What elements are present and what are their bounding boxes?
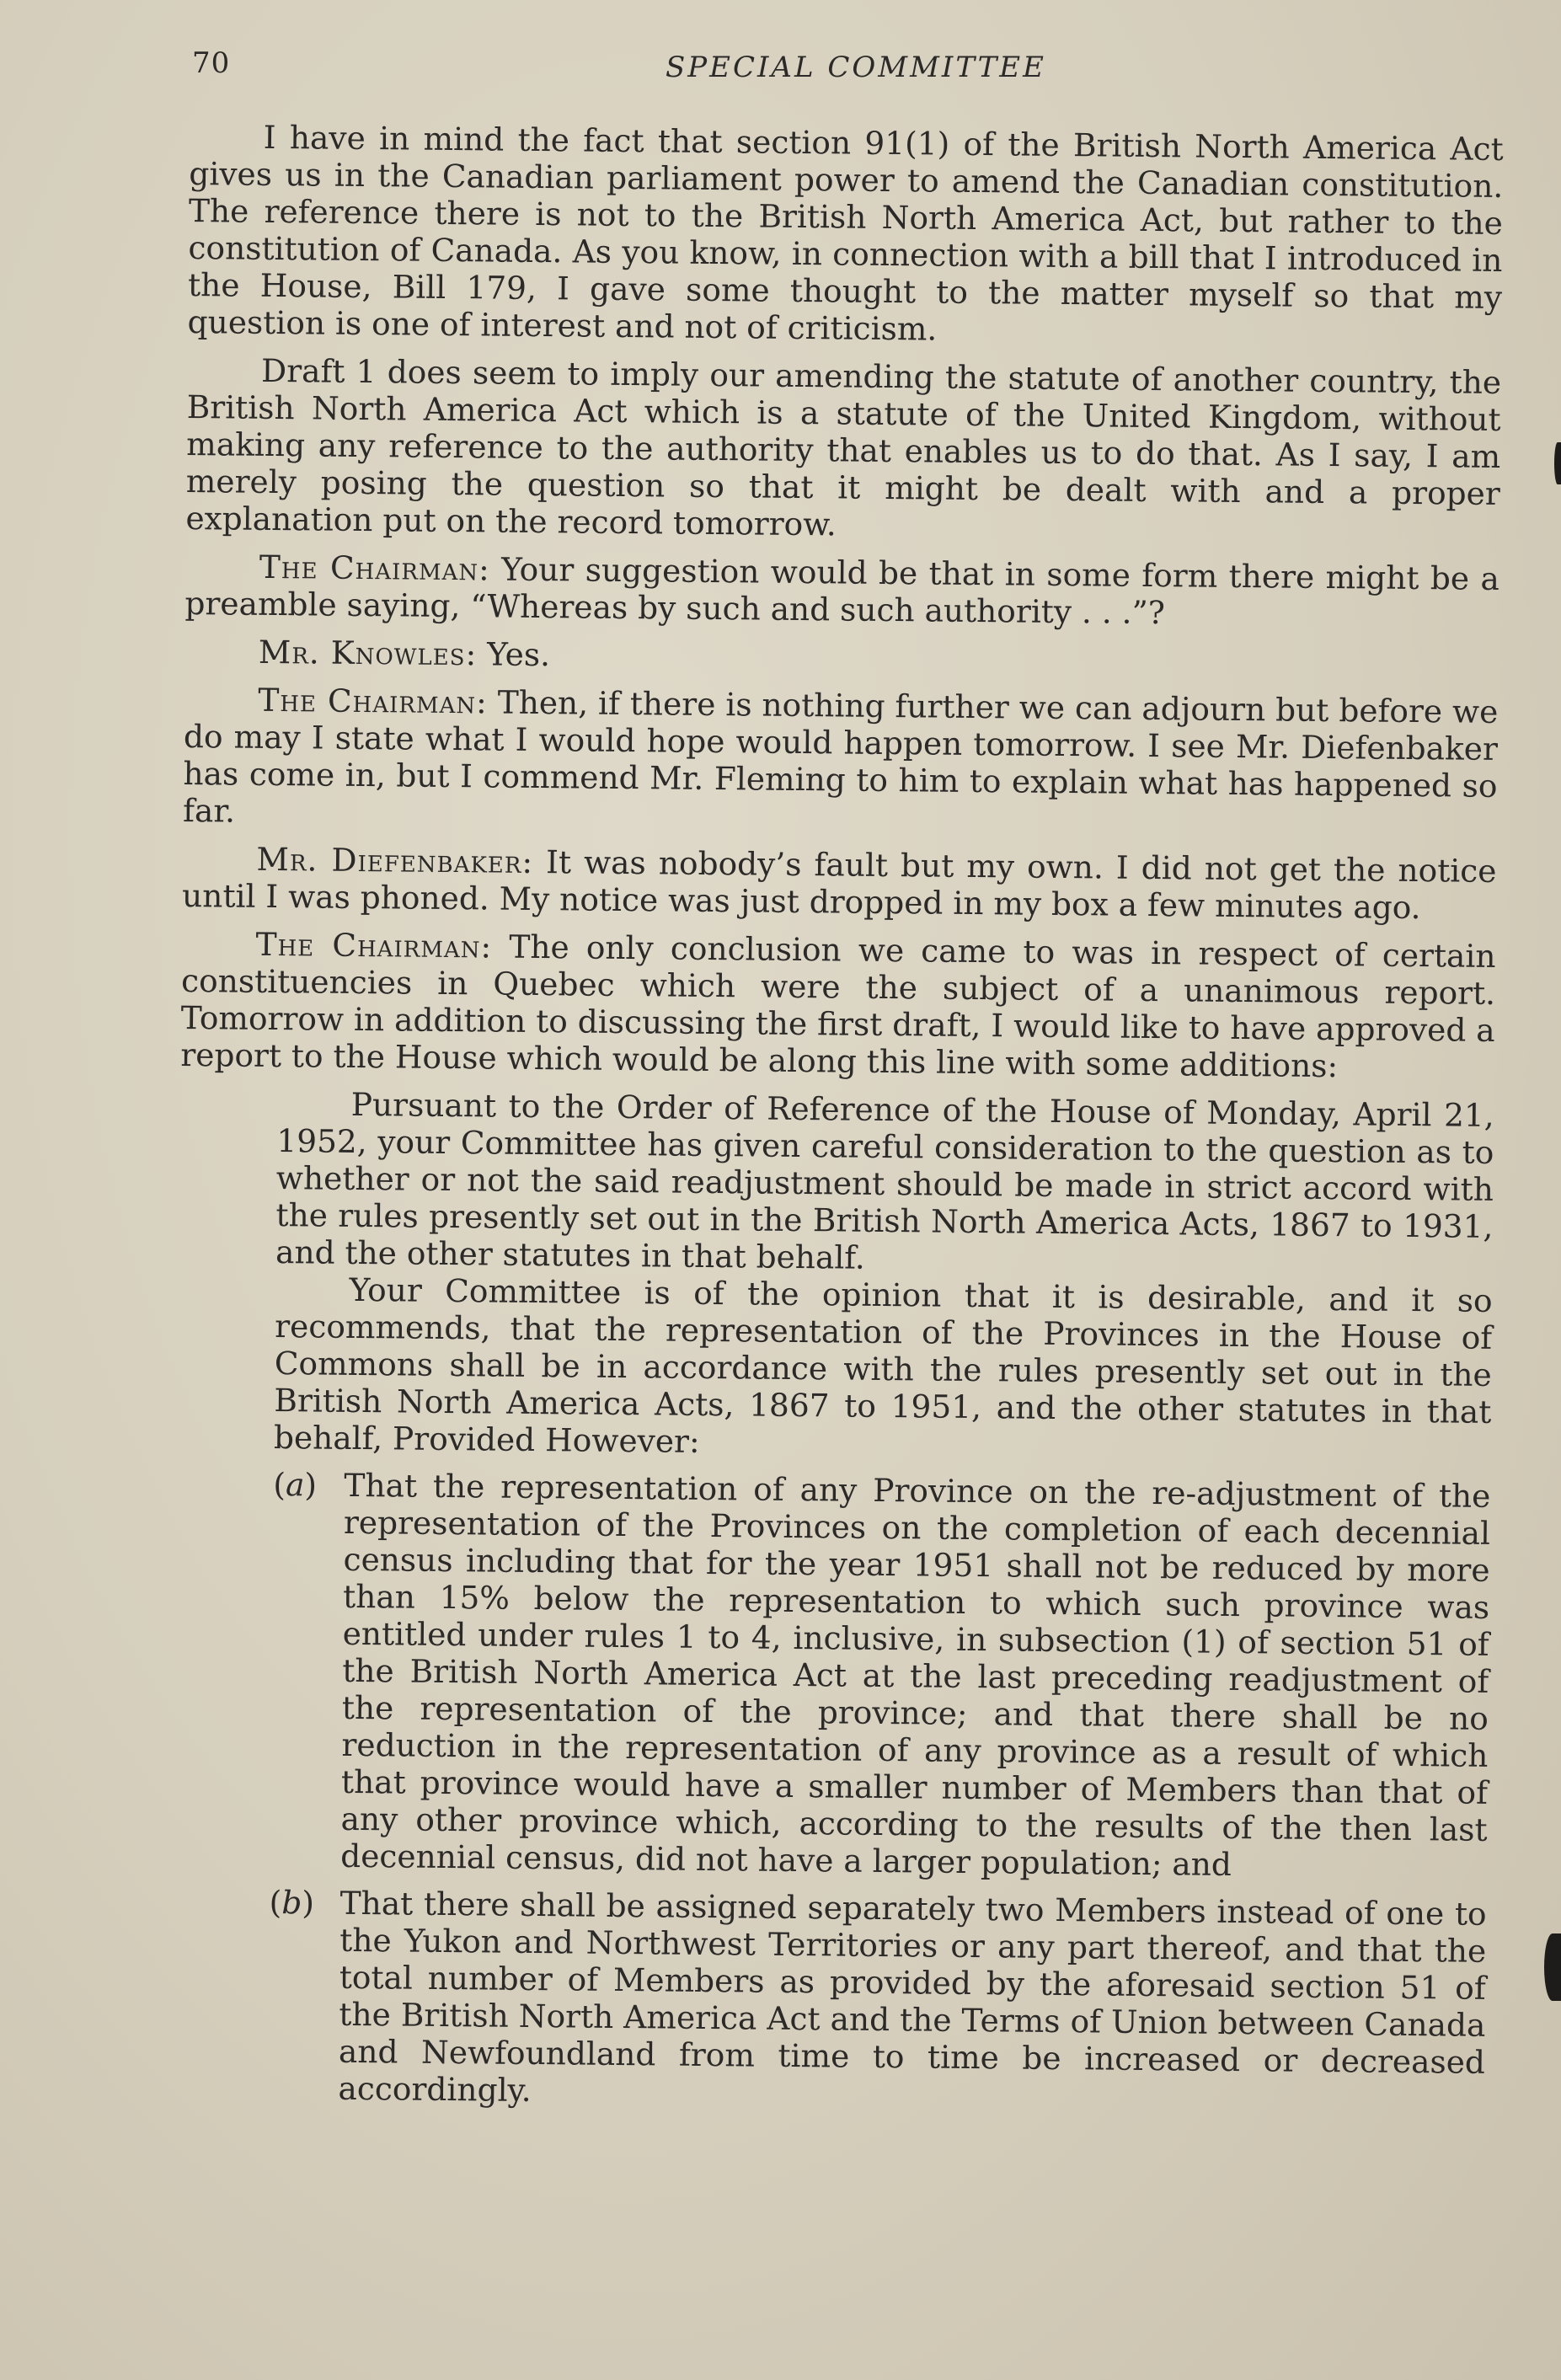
running-head: SPECIAL COMMITTEE	[666, 51, 1046, 84]
paragraph	[185, 351, 1501, 549]
clause-text: That there shall be assigned separately two Members instead of one to the Yukon and Northwest Territories or any part thereof, and that the total number of Members as provided by the aforesaid section 51 of the British North America Act and the Terms of Union between Canada and Newfoundland from time to time be increased or decreased accordingly.	[338, 1884, 1487, 2110]
paragraph-text: Draft 1 does seem to imply our amending the statute of another country, the British North America Act which is a statute of the United Kingdom, without making any reference to the authority that enables us to do that. As I say, I am merely posing the question so that it might be dealt with and a proper explanation put on the record tomorrow.	[185, 351, 1502, 543]
binding-hole-mark	[1554, 442, 1561, 484]
paragraph-text: The only conclusion we came to was in respect of certain constituencies in Quebec which were the subject of a unanimous report. Tomorrow in addition to discussing the first draft, I would like to have approved a report to the House which would be along this line with some additions:	[180, 928, 1496, 1085]
quoted-report	[267, 1085, 1494, 2118]
speaker-name: The Chairman:	[258, 681, 488, 721]
quoted-paragraph: Your Committee is of the opinion that it is desirable, and it so recommends, that the representation of the Provinces in the House of Commons shall be in accordance with the rules presently set out in the British North America Acts, 1867 to 1951, and the other statutes in that behalf, Provided However:	[273, 1270, 1493, 1460]
binding-hole-mark	[1544, 1933, 1561, 2001]
quoted-paragraph: Pursuant to the Order of Reference of the House of Monday, April 21, 1952, your Committee has given careful consideration to the question as to whether or not the said readjustment should be made in strict accord with the rules presently set out in the British North America Acts, 1867 to 1931, and the other statutes in that behalf.	[275, 1085, 1494, 1276]
speaker-name: Mr. Knowles:	[258, 633, 478, 673]
clause-b	[267, 1884, 1486, 2118]
clause-a	[270, 1466, 1491, 1885]
page-number: 70	[192, 46, 231, 80]
paragraph-text: It was nobody’s fault but my own. I did not get the notice until I was phoned. My notice was just dropped in my box a few minutes ago.	[181, 842, 1497, 927]
paragraph-text: I have in mind the fact that section 91(1) of the British North America Act gives us in the Canadian parliament power to amend the Canadian constitution. The reference there is not to the British North America Act, but rather to the constitution of Canada. As you know, in connection with a bill that I introduced in the House, Bill 179, I gave some thought to the matter myself so that my question is one of interest and not of criticism.	[187, 118, 1504, 348]
paragraph-text: Yes.	[477, 635, 551, 674]
speaker-name: The Chairman:	[259, 548, 490, 588]
clause-text: That the representation of any Province on the re-adjustment of the representation of the Provinces on the completion of each decennial census including that for the year 1951 shall not be reduced by more than 15% below the representation to which such province was entitled under rules 1 to 4, inclusive, in subsection (1) of section 51 of the British North America Act at the last preceding readjustment of the representation of the province; and that there shall be no reduction in the representation of any province as a result of which that province would have a smaller number of Members than that of any other province which, according to the results of the then last decennial census, did not have a larger population; and	[339, 1466, 1491, 1883]
clause-label: (b)	[269, 1884, 315, 1922]
paragraph-text: Your suggestion would be that in some form there might be a preamble saying, “Whereas by such and such authority . . .”?	[184, 550, 1500, 632]
paragraph-text: Then, if there is nothing further we can adjourn but before we do may I state what I would hope would happen tomorrow. I see Mr. Diefenbaker has come in, but I commend Mr. Fleming to him to explain what has happened so far.	[182, 683, 1499, 830]
paragraph	[183, 681, 1499, 842]
paragraph	[184, 633, 1499, 682]
paragraph	[187, 118, 1503, 353]
page-body	[170, 118, 1504, 2118]
paragraph	[182, 840, 1497, 927]
paragraph	[180, 925, 1496, 1086]
clause-letter: b	[281, 1884, 302, 1922]
clause-letter: a	[285, 1466, 305, 1504]
clause-label: (a)	[273, 1466, 318, 1504]
speaker-name: Mr. Diefenbaker:	[256, 840, 534, 880]
speaker-name: The Chairman:	[255, 925, 493, 965]
paragraph	[184, 548, 1500, 634]
